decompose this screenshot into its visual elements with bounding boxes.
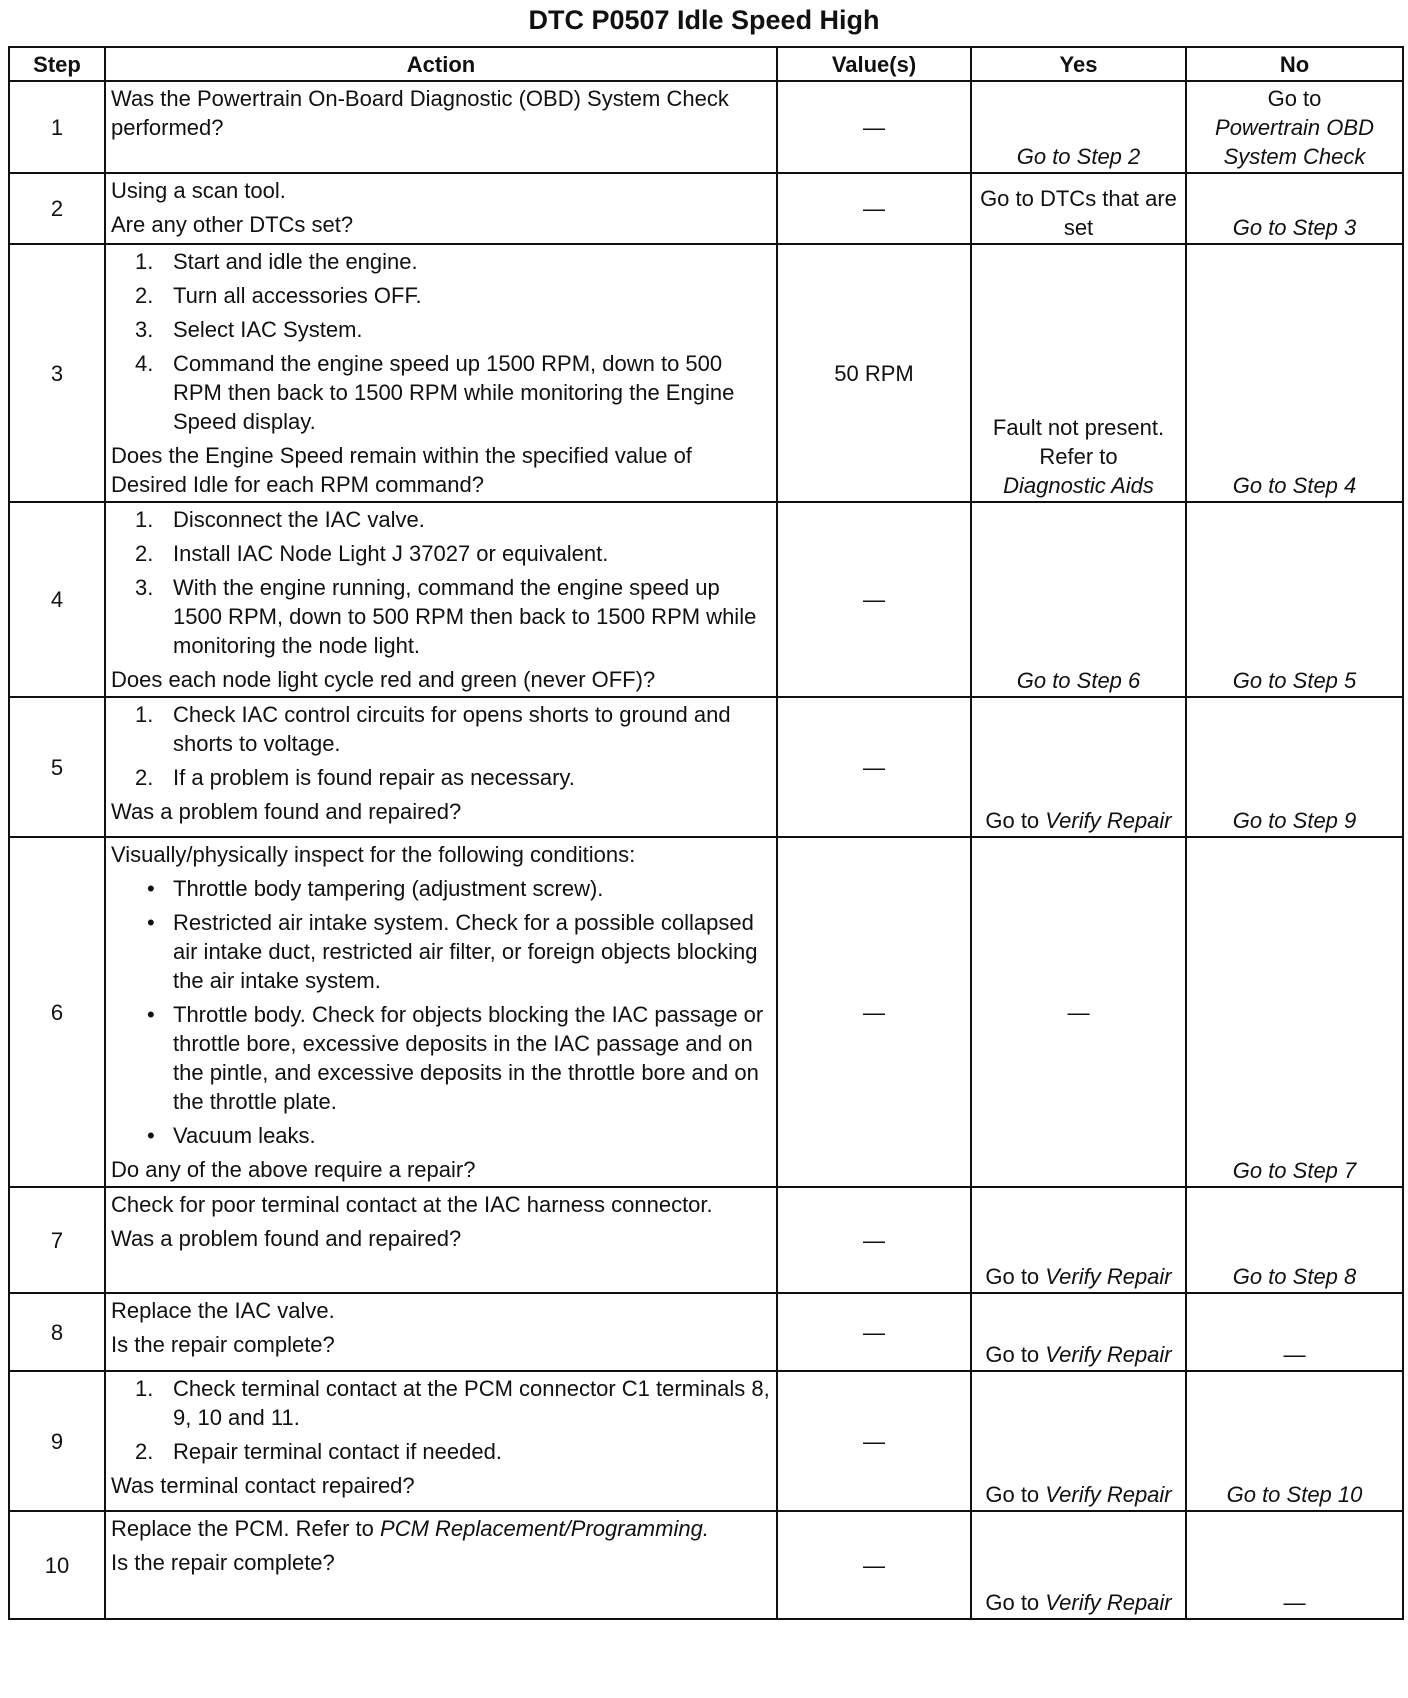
action-item: 1. Check IAC control circuits for opens shorts to ground and shorts to voltage. xyxy=(135,702,731,756)
action-question: Are any other DTCs set? xyxy=(111,212,354,237)
pcm-replacement-link[interactable]: PCM Replacement/Programming. xyxy=(380,1516,709,1541)
yes-prefix: Go to xyxy=(985,1482,1040,1507)
no-link[interactable]: Go to Step 9 xyxy=(1232,808,1357,833)
no-cell xyxy=(1186,244,1403,502)
action-item: 1. Disconnect the IAC valve. xyxy=(135,507,425,532)
value-cell: 50 RPM xyxy=(777,244,971,502)
step-number: 8 xyxy=(9,1293,105,1371)
yes-link[interactable]: Verify Repair xyxy=(1045,1342,1172,1367)
action-cell xyxy=(105,697,777,837)
yes-cell xyxy=(971,837,1186,1187)
table-row xyxy=(9,1293,1403,1371)
table-row xyxy=(9,837,1403,1187)
no-cell xyxy=(1186,173,1403,244)
action-question: Was terminal contact repaired? xyxy=(111,1473,415,1498)
action-question: Was a problem found and repaired? xyxy=(111,799,462,824)
yes-cell xyxy=(971,173,1186,244)
no-prefix: Go to xyxy=(1267,86,1322,111)
table-row xyxy=(9,1187,1403,1293)
yes-text[interactable]: Go to DTCs that are set xyxy=(980,186,1177,240)
action-cell xyxy=(105,837,777,1187)
no-text: — xyxy=(1283,1590,1306,1615)
action-intro: Visually/physically inspect for the following conditions: xyxy=(111,842,636,867)
table-row xyxy=(9,173,1403,244)
action-bullet: • Throttle body. Check for objects blocking the IAC passage or throttle bore, excessive deposits in the IAC passage and on the pintle, and excessive deposits in the throttle bore and on the throttle plate. xyxy=(147,1002,764,1114)
no-cell xyxy=(1186,837,1403,1187)
action-item: 2. Turn all accessories OFF. xyxy=(135,283,422,308)
yes-text: — xyxy=(1067,1000,1090,1025)
value-cell: — xyxy=(777,837,971,1187)
yes-prefix: Fault not present. Refer to xyxy=(992,415,1165,469)
no-link[interactable]: Go to Step 7 xyxy=(1232,1158,1357,1183)
step-number: 2 xyxy=(9,173,105,244)
action-bullet: • Throttle body tampering (adjustment screw). xyxy=(147,876,604,901)
no-link[interactable]: Go to Step 8 xyxy=(1232,1264,1357,1289)
action-cell xyxy=(105,81,777,173)
yes-cell xyxy=(971,1187,1186,1293)
action-cell xyxy=(105,1293,777,1371)
action-cell xyxy=(105,1511,777,1619)
action-line: Using a scan tool. xyxy=(111,178,286,203)
step-number: 1 xyxy=(9,81,105,173)
yes-cell xyxy=(971,1293,1186,1371)
table-row xyxy=(9,502,1403,697)
yes-link[interactable]: Go to Step 6 xyxy=(1016,668,1141,693)
no-cell xyxy=(1186,1187,1403,1293)
action-cell xyxy=(105,502,777,697)
no-link[interactable]: Go to Step 4 xyxy=(1232,473,1357,498)
no-link[interactable]: Go to Step 5 xyxy=(1232,668,1357,693)
no-link[interactable]: Go to Step 3 xyxy=(1232,215,1357,240)
value-cell: — xyxy=(777,1293,971,1371)
header-yes: Yes xyxy=(971,47,1186,81)
action-line: Replace the IAC valve. xyxy=(111,1298,335,1323)
action-item: 4. Command the engine speed up 1500 RPM, down to 500 RPM then back to 1500 RPM while monitoring the Engine Speed display. xyxy=(135,351,735,434)
action-item: 3. With the engine running, command the engine speed up 1500 RPM, down to 500 RPM then back to 1500 RPM while monitoring the node light. xyxy=(135,575,757,658)
no-link[interactable]: Go to Step 10 xyxy=(1226,1482,1363,1507)
table-row xyxy=(9,1371,1403,1511)
value-cell: — xyxy=(777,173,971,244)
action-cell xyxy=(105,1371,777,1511)
yes-cell xyxy=(971,1371,1186,1511)
no-cell xyxy=(1186,81,1403,173)
value-cell: — xyxy=(777,81,971,173)
value-cell: — xyxy=(777,1511,971,1619)
action-item: 2. Install IAC Node Light J 37027 or equivalent. xyxy=(135,541,609,566)
page-title: DTC P0507 Idle Speed High xyxy=(528,5,880,35)
action-text: Was the Powertrain On-Board Diagnostic (OBD) System Check performed? xyxy=(111,86,729,140)
action-line: Check for poor terminal contact at the IAC harness connector. xyxy=(111,1192,713,1217)
action-item: 2. If a problem is found repair as necessary. xyxy=(135,765,575,790)
action-cell xyxy=(105,173,777,244)
no-cell xyxy=(1186,502,1403,697)
yes-cell xyxy=(971,502,1186,697)
table-row xyxy=(9,244,1403,502)
step-number: 10 xyxy=(9,1511,105,1619)
step-number: 9 xyxy=(9,1371,105,1511)
yes-link[interactable]: Go to Step 2 xyxy=(1016,144,1141,169)
header-step: Step xyxy=(9,47,105,81)
header-values: Value(s) xyxy=(777,47,971,81)
header-action: Action xyxy=(105,47,777,81)
diagnostic-table xyxy=(8,46,1404,1620)
table-row xyxy=(9,81,1403,173)
action-question: Does the Engine Speed remain within the specified value of Desired Idle for each RPM command? xyxy=(111,443,692,497)
yes-cell xyxy=(971,81,1186,173)
action-question: Does each node light cycle red and green (never OFF)? xyxy=(111,667,656,692)
value-cell: — xyxy=(777,697,971,837)
step-number: 5 xyxy=(9,697,105,837)
table-row xyxy=(9,1511,1403,1619)
no-cell xyxy=(1186,1511,1403,1619)
header-row xyxy=(9,47,1403,81)
step-number: 7 xyxy=(9,1187,105,1293)
yes-cell xyxy=(971,1511,1186,1619)
action-item: 1. Start and idle the engine. xyxy=(135,249,418,274)
action-bullet: • Vacuum leaks. xyxy=(147,1123,316,1148)
yes-link[interactable]: Verify Repair xyxy=(1045,808,1172,833)
action-item: 2. Repair terminal contact if needed. xyxy=(135,1439,502,1464)
yes-prefix: Go to xyxy=(985,808,1040,833)
action-question: Was a problem found and repaired? xyxy=(111,1226,462,1251)
action-cell xyxy=(105,1187,777,1293)
yes-prefix: Go to xyxy=(985,1264,1040,1289)
yes-link[interactable]: Verify Repair xyxy=(1045,1264,1172,1289)
yes-cell xyxy=(971,697,1186,837)
no-text: — xyxy=(1283,1342,1306,1367)
yes-cell xyxy=(971,244,1186,502)
no-cell xyxy=(1186,1293,1403,1371)
table-row xyxy=(9,697,1403,837)
action-question: Is the repair complete? xyxy=(111,1550,335,1575)
yes-link[interactable]: Diagnostic Aids xyxy=(1003,473,1154,498)
action-question: Is the repair complete? xyxy=(111,1332,335,1357)
no-cell xyxy=(1186,697,1403,837)
no-link[interactable]: Powertrain OBD System Check xyxy=(1215,115,1374,169)
action-line: Replace the PCM. Refer to PCM Replacement/Programming. xyxy=(111,1516,709,1541)
step-number: 3 xyxy=(9,244,105,502)
value-cell: — xyxy=(777,1371,971,1511)
yes-link[interactable]: Verify Repair xyxy=(1045,1482,1172,1507)
action-bullet: • Restricted air intake system. Check for a possible collapsed air intake duct, restricted air filter, or foreign objects blocking the air intake system. xyxy=(147,910,758,993)
yes-prefix: Go to xyxy=(985,1342,1040,1367)
step-number: 4 xyxy=(9,502,105,697)
step-number: 6 xyxy=(9,837,105,1187)
header-no: No xyxy=(1186,47,1403,81)
action-cell xyxy=(105,244,777,502)
action-item: 1. Check terminal contact at the PCM connector C1 terminals 8, 9, 10 and 11. xyxy=(135,1376,770,1430)
value-cell: — xyxy=(777,502,971,697)
value-cell: — xyxy=(777,1187,971,1293)
no-cell xyxy=(1186,1371,1403,1511)
action-item: 3. Select IAC System. xyxy=(135,317,363,342)
action-question: Do any of the above require a repair? xyxy=(111,1157,476,1182)
yes-link[interactable]: Verify Repair xyxy=(1045,1590,1172,1615)
yes-prefix: Go to xyxy=(985,1590,1040,1615)
